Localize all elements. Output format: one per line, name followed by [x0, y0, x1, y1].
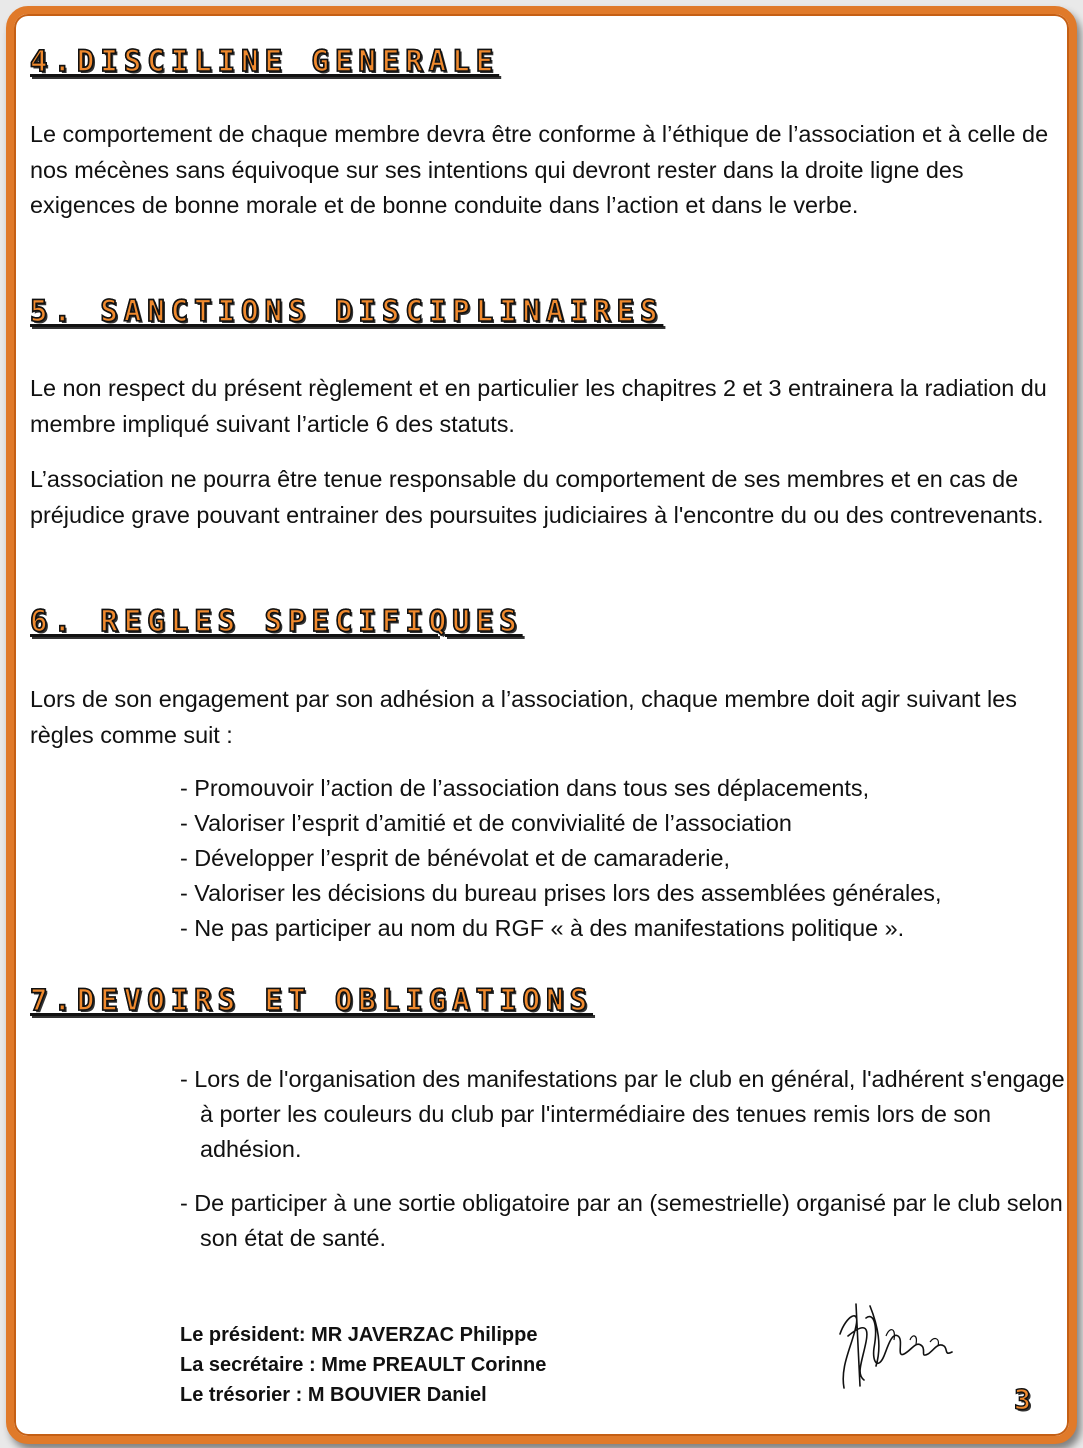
list-item: - Valoriser l’esprit d’amitié et de convivialité de l’association	[180, 810, 792, 836]
rules-list	[180, 771, 1060, 946]
secretary-line: La secrétaire : Mme PREAULT Corinne	[180, 1354, 547, 1376]
treasurer-line: Le trésorier : M BOUVIER Daniel	[180, 1384, 487, 1406]
section-6-intro: Lors de son engagement par son adhésion a l’association, chaque membre doit agir suivant les règles comme suit :	[30, 686, 1017, 748]
page-number: 3	[1014, 1383, 1031, 1416]
list-item: - Développer l’esprit de bénévolat et de camaraderie,	[180, 845, 730, 871]
duty-item-1: - Lors de l'organisation des manifestations par le club en général, l'adhérent s'engage à porter les couleurs du club par l'intermédiaire des tenues remis lors de son adhésion.	[180, 1066, 1065, 1162]
section-5-paragraph-2: L’association ne pourra être tenue responsable du comportement de ses membres et en cas de préjudice grave pouvant entrainer des poursuites judiciaires à l'encontre du ou des contrevenants.	[30, 466, 1044, 528]
handwritten-signature	[826, 1296, 966, 1396]
section-5-paragraph-1: Le non respect du présent règlement et en particulier les chapitres 2 et 3 entrainera la radiation du membre impliqué suivant l’article 6 des statuts.	[30, 375, 1047, 437]
list-item: - Promouvoir l’action de l’association dans tous ses déplacements,	[180, 775, 870, 801]
section-4-paragraph: Le comportement de chaque membre devra être conforme à l’éthique de l’association et à celle de nos mécènes sans équivoque sur ses intentions qui devront rester dans la droite ligne des exigences de bonne morale et de bonne conduite dans l’action et dans le verbe.	[30, 121, 1049, 218]
section-heading-4: 4.DISCILINE GENERALE	[30, 44, 500, 78]
duty-item-2: - De participer à une sortie obligatoire par an (semestrielle) organisé par le club selon son état de santé.	[180, 1190, 1063, 1251]
list-item: - Valoriser les décisions du bureau prises lors des assemblées générales,	[180, 880, 942, 906]
section-heading-7: 7.DEVOIRS ET OBLIGATIONS	[30, 983, 594, 1017]
list-item: - Ne pas participer au nom du RGF « à des manifestations politique ».	[180, 915, 905, 941]
president-line: Le président: MR JAVERZAC Philippe	[180, 1324, 538, 1346]
section-heading-6: 6. REGLES SPECIFIQUES	[30, 604, 523, 638]
section-heading-5: 5. SANCTIONS DISCIPLINAIRES	[30, 294, 664, 328]
signatories	[180, 1320, 546, 1410]
